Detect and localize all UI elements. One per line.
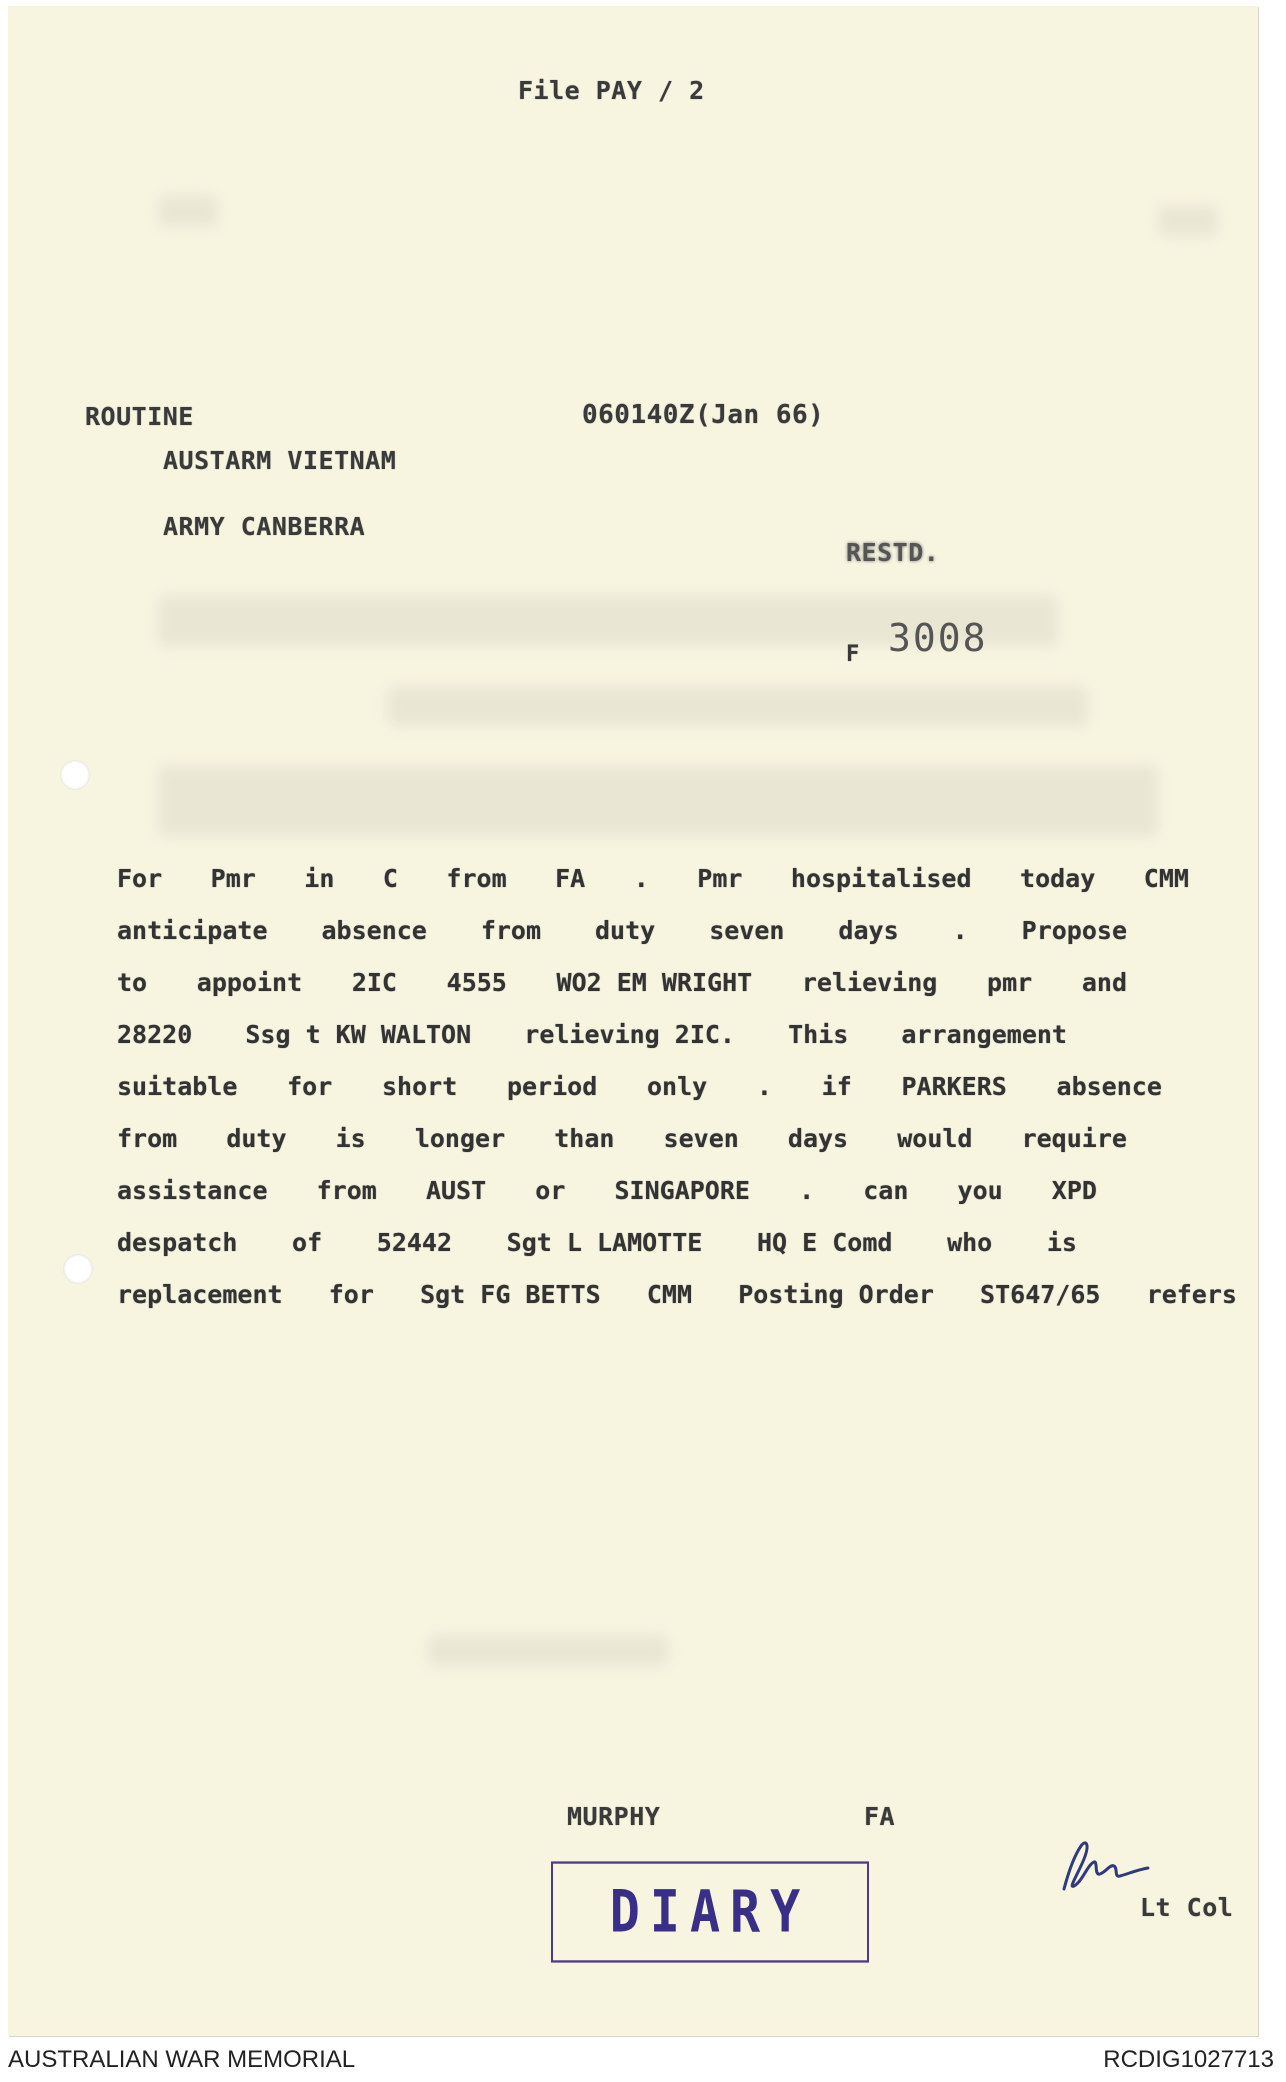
message-word: WO2 EM WRIGHT xyxy=(556,968,753,997)
message-word: For xyxy=(117,864,163,893)
signature-stroke xyxy=(1064,1843,1148,1889)
serial-prefix: F xyxy=(846,642,860,667)
message-word: for xyxy=(328,1280,374,1309)
message-word: if xyxy=(821,1072,852,1101)
message-word: SINGAPORE xyxy=(614,1176,750,1205)
message-line xyxy=(117,1228,1077,1257)
classification: RESTD. xyxy=(846,538,940,567)
message-word: hospitalised xyxy=(790,864,972,893)
message-line xyxy=(117,968,1127,997)
message-word: absence xyxy=(321,916,427,945)
precedence: ROUTINE xyxy=(85,402,194,431)
message-word: days xyxy=(787,1124,849,1153)
message-word: would xyxy=(897,1124,973,1153)
message-word: from xyxy=(446,864,507,893)
message-word: from xyxy=(117,1124,178,1153)
message-word: short xyxy=(381,1072,458,1101)
message-word: seven xyxy=(663,1124,739,1153)
message-word: 2IC xyxy=(351,968,397,997)
message-word: relieving 2IC. xyxy=(524,1020,735,1049)
message-word: XPD xyxy=(1051,1176,1097,1205)
message-word: . xyxy=(799,1176,815,1205)
message-word: Sgt FG BETTS xyxy=(420,1280,601,1309)
message-word: in xyxy=(304,864,335,893)
message-word: arrangement xyxy=(901,1020,1067,1049)
message-word: This xyxy=(788,1020,849,1049)
message-word: FA xyxy=(555,864,586,893)
to-address: ARMY CANBERRA xyxy=(163,512,366,541)
message-word: to xyxy=(117,968,148,997)
message-word: relieving xyxy=(801,968,938,997)
message-word: 4555 xyxy=(446,968,507,997)
message-word: than xyxy=(554,1124,615,1153)
message-word: only xyxy=(646,1072,708,1101)
punch-hole xyxy=(60,760,90,790)
message-word: today xyxy=(1020,864,1096,893)
message-word: absence xyxy=(1056,1072,1162,1101)
show-through-mark xyxy=(1158,206,1218,236)
message-word: Pmr xyxy=(210,864,256,893)
message-word: require xyxy=(1021,1124,1127,1153)
message-word: . xyxy=(756,1072,772,1101)
message-word: Posting Order xyxy=(738,1280,934,1309)
message-word: period xyxy=(506,1072,598,1101)
message-line xyxy=(117,1124,1127,1153)
message-word: C xyxy=(382,864,398,893)
from-address: AUSTARM VIETNAM xyxy=(163,446,397,475)
punch-hole xyxy=(63,1254,93,1284)
message-word: pmr xyxy=(987,968,1033,997)
message-word: Propose xyxy=(1021,916,1127,945)
message-word: duty xyxy=(226,1124,287,1153)
message-word: of xyxy=(292,1228,323,1257)
message-word: 52442 xyxy=(376,1228,453,1257)
message-word: longer xyxy=(414,1124,506,1153)
message-word: CMM xyxy=(1143,864,1189,893)
show-through-mark xyxy=(158,766,1158,836)
message-word: from xyxy=(316,1176,377,1205)
message-word: is xyxy=(1046,1228,1077,1257)
show-through-mark xyxy=(388,686,1088,726)
archive-credit: AUSTRALIAN WAR MEMORIAL xyxy=(8,2046,356,2073)
message-word: who xyxy=(947,1228,993,1257)
message-line xyxy=(117,1020,1067,1049)
message-word: . xyxy=(952,916,968,945)
message-word: duty xyxy=(595,916,656,945)
date-time-group: 060140Z(Jan 66) xyxy=(582,400,825,430)
originator-unit: FA xyxy=(864,1802,896,1831)
message-word: despatch xyxy=(117,1228,238,1257)
originator: MURPHY xyxy=(567,1802,661,1831)
message-line xyxy=(117,864,1189,893)
message-word: HQ E Comd xyxy=(756,1228,893,1257)
message-word: seven xyxy=(709,916,785,945)
message-line xyxy=(117,1176,1097,1205)
message-line xyxy=(117,916,1127,945)
message-word: you xyxy=(957,1176,1003,1205)
message-word: for xyxy=(287,1072,333,1101)
diary-stamp: DIARY xyxy=(551,1861,869,1962)
message-word: refers xyxy=(1146,1280,1237,1309)
message-line xyxy=(117,1280,1237,1309)
message-word: PARKERS xyxy=(901,1072,1007,1101)
message-word: Pmr xyxy=(697,864,743,893)
message-word: appoint xyxy=(196,968,303,997)
file-reference: File PAY / 2 xyxy=(518,76,705,105)
message-word: AUST xyxy=(425,1176,487,1205)
message-word: and xyxy=(1081,968,1127,997)
message-word: ST647/65 xyxy=(980,1280,1101,1309)
signatory-rank: Lt Col xyxy=(1140,1893,1234,1922)
message-word: . xyxy=(633,864,649,893)
message-word: is xyxy=(335,1124,366,1153)
message-word: Ssg t KW WALTON xyxy=(245,1020,472,1049)
record-id: RCDIG1027713 xyxy=(1103,2046,1274,2073)
message-word: 28220 xyxy=(117,1020,193,1049)
message-word: anticipate xyxy=(117,916,268,945)
message-word: replacement xyxy=(117,1280,283,1309)
serial-number: 3008 xyxy=(888,616,988,660)
message-line xyxy=(117,1072,1162,1101)
message-word: or xyxy=(535,1176,566,1205)
message-word: can xyxy=(863,1176,909,1205)
show-through-mark xyxy=(158,196,218,226)
message-word: assistance xyxy=(117,1176,268,1205)
message-word: suitable xyxy=(117,1072,238,1101)
message-word: from xyxy=(480,916,542,945)
message-word: days xyxy=(838,916,899,945)
show-through-mark xyxy=(428,1636,668,1666)
message-word: CMM xyxy=(646,1280,693,1309)
message-word: Sgt L LAMOTTE xyxy=(506,1228,703,1257)
